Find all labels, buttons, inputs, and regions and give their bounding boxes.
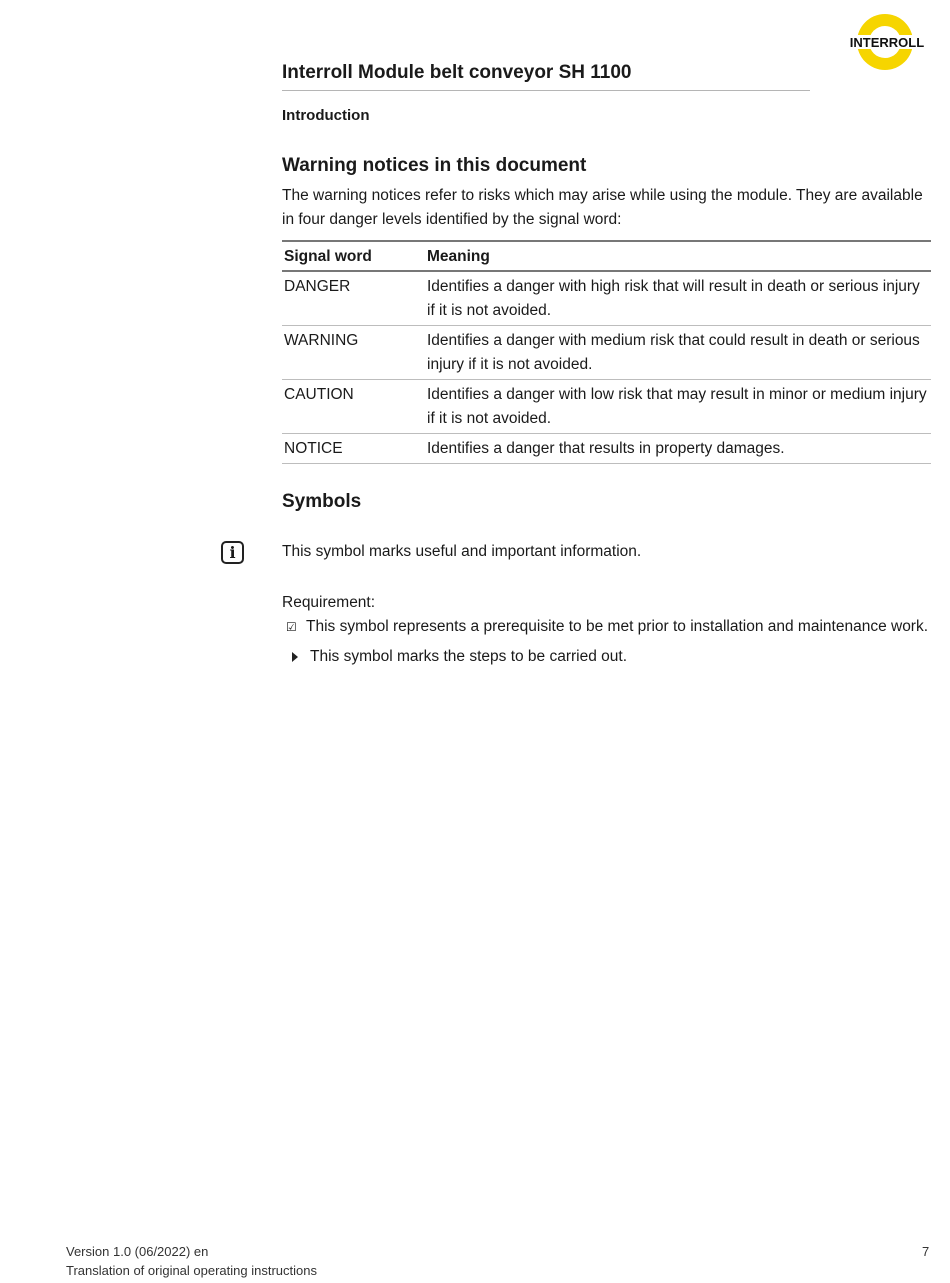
footer-version: Version 1.0 (06/2022) en bbox=[66, 1244, 209, 1259]
chapter-title: Introduction bbox=[282, 107, 370, 124]
checkbox-icon: ☑ bbox=[286, 620, 297, 634]
triangle-right-icon bbox=[292, 652, 298, 662]
logo-text: INTERROLL bbox=[849, 35, 925, 50]
signal-word-table bbox=[282, 240, 931, 464]
step-item bbox=[286, 648, 627, 666]
table-row bbox=[282, 434, 931, 464]
meaning-cell: Identifies a danger with low risk that may result in minor or medium injury if it is not avoided. bbox=[425, 380, 931, 434]
table-header-row bbox=[282, 241, 931, 271]
signal-word-cell: WARNING bbox=[282, 326, 425, 380]
footer-translation: Translation of original operating instructions bbox=[66, 1263, 317, 1278]
prerequisite-item bbox=[286, 618, 928, 636]
info-icon: i bbox=[221, 541, 244, 564]
document-title: Interroll Module belt conveyor SH 1100 bbox=[282, 62, 810, 91]
meaning-cell: Identifies a danger with medium risk that could result in death or serious injury if it is not avoided. bbox=[425, 326, 931, 380]
warning-notices-intro: The warning notices refer to risks which may arise while using the module. They are available in four danger levels identified by the signal word: bbox=[282, 187, 923, 228]
table-row bbox=[282, 326, 931, 380]
symbols-heading: Symbols bbox=[282, 491, 362, 512]
signal-word-cell: NOTICE bbox=[282, 434, 425, 464]
prerequisite-text: This symbol represents a prerequisite to be met prior to installation and maintenance work. bbox=[306, 618, 929, 635]
step-text: This symbol marks the steps to be carried out. bbox=[310, 648, 628, 665]
meaning-cell: Identifies a danger with high risk that will result in death or serious injury if it is not avoided. bbox=[425, 271, 931, 326]
interroll-logo bbox=[843, 12, 931, 72]
requirement-label: Requirement: bbox=[282, 594, 376, 611]
column-header-meaning: Meaning bbox=[425, 241, 931, 271]
info-symbol-text: This symbol marks useful and important information. bbox=[282, 543, 642, 560]
warning-notices-heading: Warning notices in this document bbox=[282, 155, 587, 176]
table-row bbox=[282, 380, 931, 434]
column-header-signal-word: Signal word bbox=[282, 241, 425, 271]
table-row bbox=[282, 271, 931, 326]
signal-word-cell: CAUTION bbox=[282, 380, 425, 434]
page-number: 7 bbox=[922, 1244, 930, 1259]
meaning-cell: Identifies a danger that results in property damages. bbox=[425, 434, 931, 464]
signal-word-cell: DANGER bbox=[282, 271, 425, 326]
